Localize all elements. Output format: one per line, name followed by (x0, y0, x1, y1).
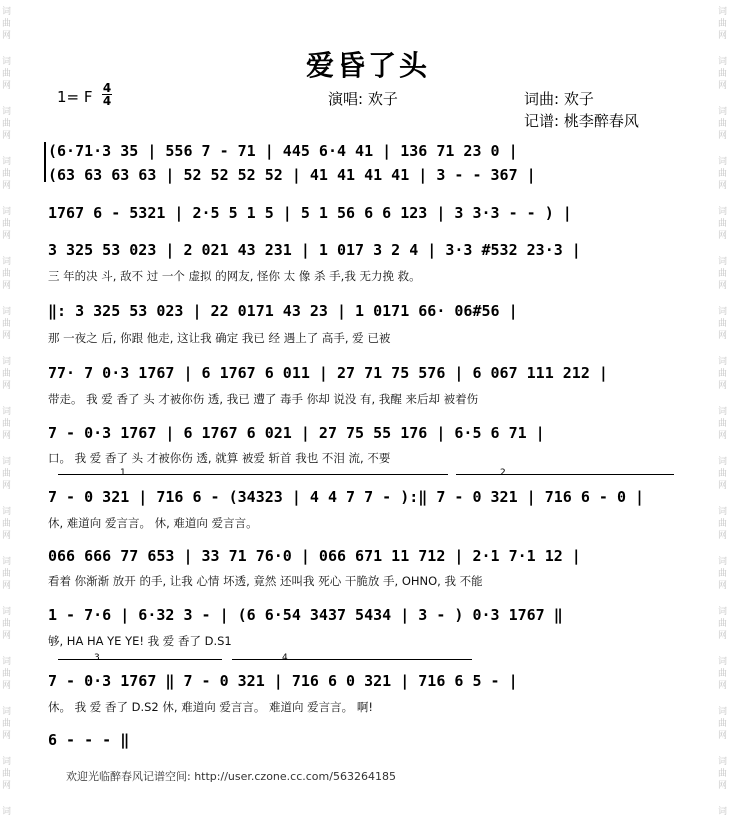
score-row-8: 7 - 0 321 | 716 6 - (34323 | 4 4 7 7 - ):‖ 7 - 0 321 | 716 6 - 0 | (48, 488, 645, 506)
watermark-char: 网 (718, 781, 728, 791)
watermark-char: 曲 (2, 169, 12, 179)
score-row-6: 77· 7 0·3 1767 | 6 1767 6 011 | 27 71 75 576 | 6 067 111 212 | (48, 364, 608, 382)
watermark-char: 曲 (2, 19, 12, 29)
score-row-4: 3 325 53 023 | 2 021 43 231 | 1 017 3 2 4 | 3·3 #532 23·3 | (48, 241, 581, 259)
watermark-char: 词 (718, 57, 728, 67)
watermark-char: 词 (718, 757, 728, 767)
volta-bracket-4 (232, 659, 472, 660)
watermark-char: 曲 (718, 469, 728, 479)
watermark-char: 曲 (2, 269, 12, 279)
watermark-char: 网 (718, 681, 728, 691)
watermark-char: 曲 (718, 69, 728, 79)
watermark-char: 词 (2, 557, 12, 567)
watermark-char: 曲 (718, 119, 728, 129)
watermark-char: 网 (718, 281, 728, 291)
watermark-char: 网 (718, 481, 728, 491)
watermark-char: 词 (718, 507, 728, 517)
watermark-char: 曲 (2, 419, 12, 429)
watermark-char: 网 (2, 181, 12, 191)
watermark-char: 网 (2, 31, 12, 41)
watermark-char: 曲 (2, 69, 12, 79)
watermark-char: 词 (718, 307, 728, 317)
volta-bracket-1 (58, 474, 448, 475)
watermark-char: 曲 (2, 769, 12, 779)
composer-credit: 词曲: 欢子 (524, 90, 594, 108)
watermark-char: 词 (718, 607, 728, 617)
watermark-char: 词 (2, 607, 12, 617)
score-row-7: 7 - 0·3 1767 | 6 1767 6 021 | 27 75 55 176 | 6·5 6 71 | (48, 424, 545, 442)
watermark-char: 网 (718, 31, 728, 41)
watermark-char: 曲 (2, 219, 12, 229)
watermark-char: 曲 (718, 419, 728, 429)
lyric-row-5: 休, 难道向 爱言言。 休, 难道向 爱言言。 (48, 516, 258, 530)
watermark-char: 网 (718, 331, 728, 341)
watermark-left-strip (0, 0, 20, 819)
watermark-char: 词 (2, 407, 12, 417)
score-row-10: 1 - 7·6 | 6·32 3 - | (6 6·54 3437 5434 | 3 - ) 0·3 1767 ‖ (48, 606, 563, 624)
footer-credit: 欢迎光临醉春风记谱空间: http://user.czone.cc.com/563264185 (66, 770, 396, 783)
watermark-char: 网 (2, 731, 12, 741)
watermark-char: 曲 (2, 319, 12, 329)
watermark-char: 曲 (2, 669, 12, 679)
song-title: 爱昏了头 (305, 49, 430, 82)
lyric-row-2: 那 一夜之 后, 你跟 他走, 这让我 确定 我已 经 遇上了 高手, 爱 已被 (48, 331, 391, 345)
watermark-char: 词 (718, 457, 728, 467)
watermark-char: 网 (718, 431, 728, 441)
watermark-char: 词 (718, 7, 728, 17)
watermark-char: 网 (2, 681, 12, 691)
watermark-char: 词 (718, 157, 728, 167)
watermark-char: 曲 (2, 719, 12, 729)
watermark-char: 词 (2, 807, 12, 817)
watermark-char: 词 (718, 707, 728, 717)
watermark-char: 网 (718, 231, 728, 241)
watermark-char: 词 (2, 357, 12, 367)
watermark-char: 网 (2, 381, 12, 391)
watermark-char: 曲 (2, 469, 12, 479)
watermark-char: 词 (2, 307, 12, 317)
watermark-char: 网 (2, 331, 12, 341)
watermark-char: 网 (2, 131, 12, 141)
watermark-char: 网 (2, 231, 12, 241)
watermark-char: 网 (2, 281, 12, 291)
score-row-3: 1767 6 - 5321 | 2·5 5 1 5 | 5 1 56 6 6 123 | 3 3·3 - - ) | (48, 204, 572, 222)
lyric-row-8: 休。 我 爱 香了 D.S2 休, 难道向 爱言言。 难道向 爱言言。 啊! (48, 700, 373, 714)
meter-bottom: 4 (102, 94, 112, 108)
watermark-char: 网 (2, 781, 12, 791)
watermark-char: 词 (2, 657, 12, 667)
watermark-char: 词 (718, 557, 728, 567)
watermark-char: 曲 (718, 719, 728, 729)
score-row-12: 6 - - - ‖ (48, 731, 130, 749)
watermark-char: 网 (718, 131, 728, 141)
lyric-row-6: 看着 你渐渐 放开 的手, 让我 心情 坏透, 竟然 还叫我 死心 干脆放 手, OHNO, 我 不能 (48, 574, 483, 588)
time-signature (102, 82, 112, 107)
system-bracket (44, 142, 46, 182)
score-row-9: 066 666 77 653 | 33 71 76·0 | 066 671 11 712 | 2·1 7·1 12 | (48, 547, 581, 565)
watermark-char: 曲 (718, 619, 728, 629)
watermark-char: 词 (2, 457, 12, 467)
transcriber-credit: 记谱: 桃李醉春风 (524, 112, 639, 130)
watermark-char: 词 (2, 7, 12, 17)
watermark-char: 词 (2, 157, 12, 167)
watermark-char: 曲 (718, 319, 728, 329)
watermark-char: 曲 (718, 369, 728, 379)
lyric-row-3: 带走。 我 爱 香了 头 才被你伤 透, 我已 遭了 毒手 你却 说没 有, 我醒 来后却 被着伤 (48, 392, 479, 406)
watermark-char: 曲 (2, 119, 12, 129)
score-row-1: (6·71·3 35 | 556 7 - 71 | 445 6·4 41 | 136 71 23 0 | (48, 142, 518, 160)
volta-number-4: 4 (282, 653, 288, 663)
watermark-char: 词 (2, 207, 12, 217)
singer-credit: 演唱: 欢子 (328, 90, 398, 108)
watermark-char: 网 (718, 81, 728, 91)
watermark-char: 曲 (2, 569, 12, 579)
watermark-char: 网 (2, 481, 12, 491)
watermark-char: 网 (2, 581, 12, 591)
watermark-char: 网 (2, 631, 12, 641)
watermark-char: 词 (2, 757, 12, 767)
watermark-char: 词 (2, 107, 12, 117)
watermark-char: 词 (718, 107, 728, 117)
watermark-char: 曲 (718, 519, 728, 529)
watermark-char: 词 (718, 407, 728, 417)
watermark-char: 网 (2, 431, 12, 441)
watermark-char: 曲 (2, 619, 12, 629)
lyric-row-1: 三 年的决 斗, 敌不 过 一个 虚拟 的网友, 怪你 太 像 杀 手,我 无力挽 救。 (48, 269, 421, 283)
watermark-char: 词 (2, 57, 12, 67)
volta-number-2: 2 (500, 468, 506, 478)
watermark-char: 网 (2, 531, 12, 541)
volta-bracket-3 (58, 659, 222, 660)
watermark-char: 网 (2, 81, 12, 91)
score-row-2: (63 63 63 63 | 52 52 52 52 | 41 41 41 41 | 3 - - 367 | (48, 166, 536, 184)
watermark-char: 词 (718, 657, 728, 667)
watermark-char: 曲 (718, 769, 728, 779)
watermark-char: 网 (718, 181, 728, 191)
key-signature: 1= F (57, 88, 93, 106)
volta-number-1: 1 (120, 468, 126, 478)
watermark-char: 曲 (2, 369, 12, 379)
watermark-right-strip (716, 0, 736, 819)
watermark-char: 网 (718, 581, 728, 591)
watermark-char: 词 (718, 257, 728, 267)
watermark-char: 词 (2, 257, 12, 267)
watermark-char: 曲 (718, 219, 728, 229)
watermark-char: 网 (718, 731, 728, 741)
lyric-row-4: 口。 我 爱 香了 头 才被你伤 透, 就算 被爱 斩首 我也 不泪 流, 不要 (48, 451, 391, 465)
watermark-char: 网 (718, 381, 728, 391)
volta-bracket-2 (456, 474, 674, 475)
watermark-char: 词 (718, 207, 728, 217)
watermark-char: 曲 (2, 519, 12, 529)
watermark-char: 词 (2, 507, 12, 517)
meter-top: 4 (102, 81, 112, 95)
lyric-row-7: 够, HA HA YE YE! 我 爱 香了 D.S1 (48, 634, 232, 648)
watermark-char: 曲 (718, 269, 728, 279)
watermark-char: 网 (718, 531, 728, 541)
watermark-char: 网 (718, 631, 728, 641)
watermark-char: 曲 (718, 19, 728, 29)
score-row-5: ‖: 3 325 53 023 | 22 0171 43 23 | 1 0171 66· 06#56 | (48, 302, 518, 320)
watermark-char: 曲 (718, 569, 728, 579)
watermark-char: 曲 (718, 169, 728, 179)
watermark-char: 词 (2, 707, 12, 717)
volta-number-3: 3 (94, 653, 100, 663)
score-row-11: 7 - 0·3 1767 ‖ 7 - 0 321 | 716 6 0 321 | 716 6 5 - | (48, 672, 518, 690)
watermark-char: 曲 (718, 669, 728, 679)
watermark-char: 词 (718, 357, 728, 367)
watermark-char: 词 (718, 807, 728, 817)
